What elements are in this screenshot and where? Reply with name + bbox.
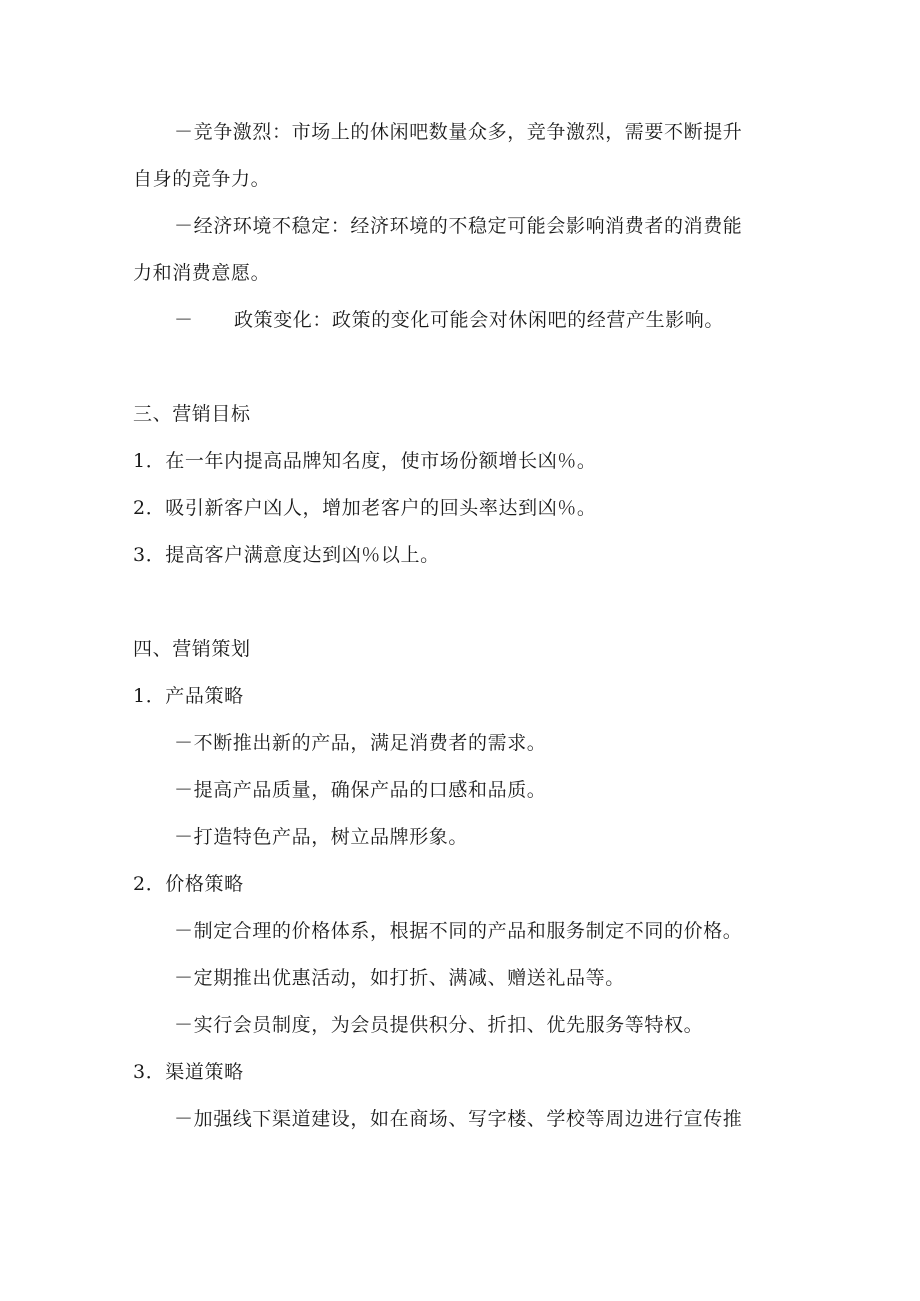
goal-item-3: 3．提高客户满意度达到凶％以上。 (133, 544, 440, 566)
subheading-price-strategy: 2．价格策略 (133, 873, 244, 895)
threat-competition-line1: －竞争激烈：市场上的休闲吧数量众多，竞争激烈，需要不断提升 (174, 121, 743, 143)
goal-item-1: 1．在一年内提高品牌知名度，使市场份额增长凶％。 (133, 450, 597, 472)
price-strategy-item-3: －实行会员制度，为会员提供积分、折扣、优先服务等特权。 (174, 1014, 704, 1036)
product-strategy-item-3: －打造特色产品，树立品牌形象。 (174, 826, 469, 848)
threat-economy-line2: 力和消费意愿。 (133, 262, 271, 284)
threat-competition-line2: 自身的竞争力。 (133, 168, 271, 190)
price-strategy-item-2: －定期推出优惠活动，如打折、满减、赠送礼品等。 (174, 967, 625, 989)
product-strategy-item-2: －提高产品质量，确保产品的口感和品质。 (174, 779, 547, 801)
subheading-channel-strategy: 3．渠道策略 (133, 1061, 244, 1083)
channel-strategy-item-1: －加强线下渠道建设，如在商场、写字楼、学校等周边进行宣传推 (174, 1108, 743, 1130)
threat-policy-dash: － (174, 309, 194, 331)
section-heading-marketing-goals: 三、营销目标 (133, 403, 251, 425)
section-heading-marketing-plan: 四、营销策划 (133, 638, 251, 660)
subheading-product-strategy: 1．产品策略 (133, 685, 244, 707)
goal-item-2: 2．吸引新客户凶人，增加老客户的回头率达到凶％。 (133, 497, 597, 519)
threat-policy-text: 政策变化：政策的变化可能会对休闲吧的经营产生影响。 (234, 309, 725, 331)
price-strategy-item-1: －制定合理的价格体系，根据不同的产品和服务制定不同的价格。 (174, 920, 743, 942)
threat-economy-line1: －经济环境不稳定：经济环境的不稳定可能会影响消费者的消费能 (174, 215, 743, 237)
product-strategy-item-1: －不断推出新的产品，满足消费者的需求。 (174, 732, 547, 754)
